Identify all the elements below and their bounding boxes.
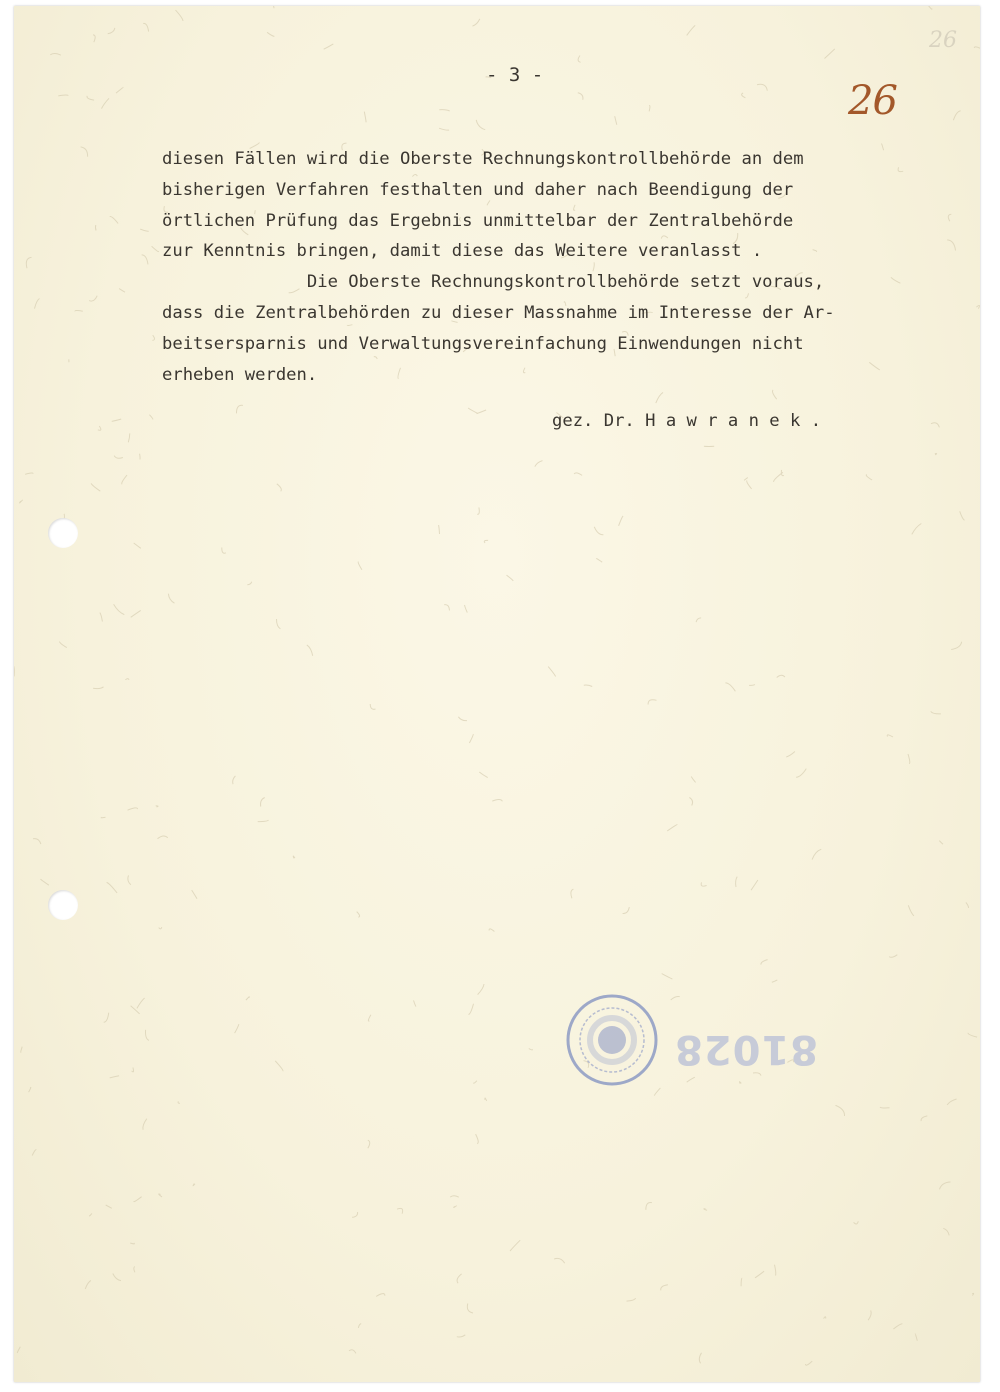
paper-fiber <box>275 1061 283 1071</box>
paper-fiber <box>137 998 145 1008</box>
paper-fiber <box>742 93 746 98</box>
paper-fiber <box>948 214 951 221</box>
paper-fiber <box>649 105 650 111</box>
paper-fiber <box>110 1076 119 1078</box>
paper-fiber <box>492 800 502 802</box>
paper-fiber <box>143 1119 147 1130</box>
paper-fiber <box>966 902 969 908</box>
paper-fiber <box>145 1030 149 1041</box>
paper-fiber <box>235 1024 239 1033</box>
paper-fiber <box>58 95 68 96</box>
paper-fiber <box>489 929 494 932</box>
paper-fiber <box>176 10 184 21</box>
paper-fiber <box>458 717 467 721</box>
paper-fiber <box>193 1184 195 1186</box>
paper-fiber <box>473 19 480 26</box>
faint-folio-number: 26 <box>929 28 957 53</box>
paper-fiber <box>60 642 67 648</box>
paper-fiber <box>951 642 962 650</box>
paper-fiber <box>615 116 617 125</box>
paper-fiber <box>41 879 49 885</box>
paper-fiber <box>976 305 979 308</box>
paper-fiber <box>887 735 893 737</box>
faint-stamped-number: 81028 <box>674 1026 819 1072</box>
paper-fiber <box>469 1004 474 1015</box>
paper-fiber <box>349 1350 356 1354</box>
paper-fiber <box>689 797 692 805</box>
paper-fiber <box>192 890 197 899</box>
paper-fiber <box>156 806 158 807</box>
paper-fiber <box>89 296 97 301</box>
paper-fiber <box>836 1105 845 1116</box>
paper-fiber <box>142 255 148 265</box>
paper-fiber <box>908 905 914 916</box>
paper-fiber <box>931 711 941 714</box>
paper-fiber <box>376 1294 385 1297</box>
paper-fiber <box>687 1077 695 1082</box>
paper-fiber <box>796 769 806 778</box>
paper-fiber <box>439 128 449 130</box>
paper-fiber <box>439 525 440 534</box>
paper-fiber <box>134 1267 135 1273</box>
paper-fiber <box>267 6 274 8</box>
paper-fiber <box>968 1033 977 1037</box>
paper-fiber <box>277 484 282 492</box>
paper-fiber <box>671 996 680 1000</box>
paper-fiber <box>98 426 101 430</box>
paper-fiber <box>114 456 123 459</box>
paper-fiber <box>757 84 767 90</box>
paper-fiber <box>880 1107 890 1108</box>
paper-fiber <box>928 6 932 9</box>
paper-fiber <box>450 1196 459 1197</box>
body-line: diesen Fällen wird die Oberste Rechnungskontrollbehörde an dem <box>162 149 804 169</box>
document-page <box>14 6 980 1382</box>
paper-fiber <box>535 461 543 467</box>
paper-fiber <box>476 120 485 130</box>
paper-fiber <box>131 610 141 617</box>
signature-line: gez. Dr. H a w r a n e k . <box>552 411 822 431</box>
paper-fiber <box>414 1000 416 1006</box>
paper-fiber <box>152 335 154 340</box>
paper-fiber <box>812 849 821 859</box>
paper-fiber <box>465 605 468 613</box>
paper-fiber <box>960 511 965 520</box>
paper-fiber <box>159 1194 162 1197</box>
paper-fiber <box>882 144 884 150</box>
paper-fiber <box>478 984 484 995</box>
paper-fiber <box>548 667 555 677</box>
paper-fiber <box>477 507 479 514</box>
paper-fiber <box>755 1271 764 1278</box>
paper-fiber <box>889 955 897 958</box>
paper-fiber <box>352 1212 358 1217</box>
paper-fiber <box>454 1206 457 1208</box>
paper-fiber <box>134 543 141 548</box>
paper-fiber <box>648 700 656 705</box>
paper-fiber <box>476 1134 479 1144</box>
paper-fiber <box>29 1087 31 1092</box>
paper-fiber <box>774 472 783 482</box>
paper-fiber <box>529 1049 533 1050</box>
paper-fiber <box>696 618 701 622</box>
paper-fiber <box>806 1361 813 1365</box>
paper-fiber <box>122 475 127 484</box>
paper-fiber <box>102 98 110 108</box>
body-line: erheben werden. <box>162 364 318 385</box>
paper-fiber <box>93 687 103 689</box>
paper-fiber <box>107 882 118 893</box>
body-line: bisherigen Verfahren festhalten und daher nach Beendigung der <box>162 179 794 200</box>
paper-fiber <box>704 1209 707 1211</box>
punch-hole-top <box>48 518 78 548</box>
body-line: dass die Zentralbehörden zu dieser Massnahme im Interesse der Ar- <box>162 302 835 323</box>
paper-fiber <box>753 1073 761 1076</box>
paper-fiber <box>357 912 360 918</box>
paper-fiber <box>293 856 295 858</box>
paper-fiber <box>113 1274 121 1281</box>
paper-fiber <box>101 817 105 818</box>
paper-fiber <box>781 470 784 476</box>
paper-fiber <box>140 229 148 231</box>
page-number: - 3 - <box>486 64 544 86</box>
paper-fiber <box>646 1202 652 1209</box>
paper-fiber <box>358 1324 361 1328</box>
paper-fiber <box>744 478 747 481</box>
paper-fiber <box>619 516 624 526</box>
paper-fiber <box>571 889 574 898</box>
paper-fiber <box>87 96 94 100</box>
paper-fiber <box>457 1335 466 1337</box>
paper-fiber <box>667 825 677 831</box>
paper-fiber <box>108 28 115 34</box>
paper-fiber <box>236 405 242 413</box>
paper-fiber <box>25 473 33 474</box>
handwritten-folio-number: 26 <box>848 78 897 124</box>
paper-fiber <box>574 473 582 476</box>
paper-fiber <box>128 433 130 442</box>
paper-fiber <box>912 524 922 535</box>
body-line: örtlichen Prüfung das Ergebnis unmittelbar der Zentralbehörde <box>162 210 794 231</box>
paper-fiber <box>110 217 118 224</box>
paper-fiber <box>50 54 61 56</box>
paper-fiber <box>866 474 872 480</box>
paper-fiber <box>935 453 936 455</box>
paper-fiber <box>725 683 735 691</box>
paper-fiber <box>656 392 663 403</box>
paper-fiber <box>444 605 449 611</box>
paper-fiber <box>898 167 903 171</box>
paper-fiber <box>178 1101 180 1103</box>
paper-fiber <box>267 32 274 36</box>
paper-fiber <box>131 1006 140 1014</box>
paper-fiber <box>91 483 100 491</box>
letter-body <box>162 144 835 390</box>
paper-fiber <box>891 277 901 283</box>
paper-fiber <box>699 1353 701 1364</box>
paper-fiber <box>908 754 910 764</box>
paper-fiber <box>20 500 23 503</box>
paper-fiber <box>370 704 375 709</box>
paper-fiber <box>739 1081 741 1083</box>
paper-fiber <box>691 777 695 783</box>
paper-fiber <box>21 1047 22 1053</box>
paper-fiber <box>741 1278 742 1286</box>
paper-fiber <box>168 594 174 604</box>
paper-fiber <box>324 44 334 49</box>
paper-fiber <box>119 289 125 293</box>
archive-stamp <box>562 990 662 1090</box>
paper-fiber <box>596 559 602 563</box>
paper-fiber <box>777 675 785 677</box>
paper-fiber <box>484 540 488 543</box>
paper-fiber <box>112 419 122 421</box>
paper-fiber <box>247 582 252 585</box>
paper-fiber <box>772 390 776 399</box>
paper-fiber <box>100 613 103 622</box>
paper-fiber <box>134 1197 142 1202</box>
paper-fiber <box>921 1116 927 1121</box>
paper-fiber <box>825 49 835 59</box>
paper-fiber <box>772 980 777 982</box>
paper-fiber <box>479 772 487 778</box>
paper-fiber <box>662 974 673 980</box>
paper-fiber <box>114 604 125 614</box>
paper-fiber <box>468 408 478 414</box>
paper-fiber <box>368 1140 370 1148</box>
paper-fiber <box>128 808 138 810</box>
paper-fiber <box>95 225 96 231</box>
paper-fiber <box>75 310 83 311</box>
paper-fiber <box>143 23 148 31</box>
paper-fiber <box>974 47 980 49</box>
paper-fiber <box>972 1293 973 1295</box>
paper-fiber <box>947 240 955 251</box>
paper-fiber <box>277 619 281 629</box>
paper-fiber <box>627 1298 636 1301</box>
paper-fiber <box>132 1068 134 1072</box>
paper-fiber <box>939 841 943 845</box>
paper-fiber <box>81 147 88 157</box>
paper-fiber <box>467 1304 473 1314</box>
paper-fiber <box>584 685 592 686</box>
paper-fiber <box>747 481 752 489</box>
paper-fiber <box>130 1243 134 1244</box>
body-line: Die Oberste Rechnungskontrollbehörde setzt voraus, <box>162 272 825 293</box>
paper-fiber <box>701 882 706 886</box>
paper-fiber <box>128 875 131 884</box>
paper-fiber <box>364 112 366 123</box>
paper-fiber <box>824 1317 826 1319</box>
paper-fiber <box>868 1310 871 1320</box>
paper-fiber <box>397 1208 403 1213</box>
paper-fiber <box>594 527 603 535</box>
paper-fiber <box>358 562 362 570</box>
punch-hole-bottom <box>48 890 78 920</box>
paper-fiber <box>261 798 265 807</box>
paper-fiber <box>554 1258 565 1263</box>
paper-fiber <box>953 111 960 121</box>
paper-fiber <box>258 820 269 822</box>
paper-fiber <box>116 87 123 93</box>
paper-fiber <box>947 1099 957 1105</box>
paper-fiber <box>915 1334 917 1341</box>
paper-fiber <box>736 877 738 887</box>
paper-fiber <box>149 415 152 420</box>
paper-fiber <box>786 752 795 758</box>
paper-fiber <box>578 56 581 63</box>
paper-fiber <box>90 1213 92 1216</box>
paper-fiber <box>469 734 473 743</box>
paper-fiber <box>93 35 95 42</box>
paper-fiber <box>761 960 768 965</box>
paper-fiber <box>159 927 162 929</box>
paper-fiber <box>751 880 758 890</box>
paper-fiber <box>485 1098 487 1101</box>
paper-fiber <box>687 25 696 35</box>
paper-fiber <box>246 997 249 1000</box>
paper-fiber <box>152 246 159 251</box>
paper-fiber <box>158 836 168 839</box>
paper-fiber <box>106 1205 112 1208</box>
paper-fiber <box>368 1015 371 1021</box>
paper-fiber <box>869 362 880 370</box>
paper-fiber <box>623 907 630 913</box>
paper-fiber <box>222 548 226 554</box>
paper-fiber <box>125 679 129 680</box>
paper-fiber <box>85 1281 91 1290</box>
paper-fiber <box>854 1221 859 1224</box>
paper-fiber <box>931 423 939 428</box>
body-line: beitsersparnis und Verwaltungsvereinfachung Einwendungen nicht <box>162 333 804 354</box>
paper-fiber <box>17 1347 20 1353</box>
paper-fiber <box>749 685 755 686</box>
paper-fiber <box>661 1285 668 1291</box>
paper-fiber <box>943 1228 949 1235</box>
paper-fiber <box>33 839 41 844</box>
paper-fiber <box>104 1013 109 1023</box>
paper-fiber <box>307 645 313 656</box>
paper-fiber <box>26 257 31 268</box>
paper-fiber <box>32 1150 36 1156</box>
paper-fiber <box>775 1265 776 1276</box>
paper-fiber <box>510 1240 520 1251</box>
paper-fiber <box>233 776 236 784</box>
paper-fiber <box>893 1324 902 1329</box>
paper-fiber <box>473 1081 477 1083</box>
paper-fiber <box>940 1182 951 1189</box>
paper-fiber <box>578 93 583 100</box>
paper-fiber <box>507 575 514 581</box>
paper-fiber <box>439 110 449 111</box>
paper-fiber <box>457 1274 462 1283</box>
paper-fiber <box>477 410 487 414</box>
body-line: zur Kenntnis bringen, damit diese das Weitere veranlasst . <box>162 241 763 262</box>
paper-fiber <box>35 299 40 309</box>
